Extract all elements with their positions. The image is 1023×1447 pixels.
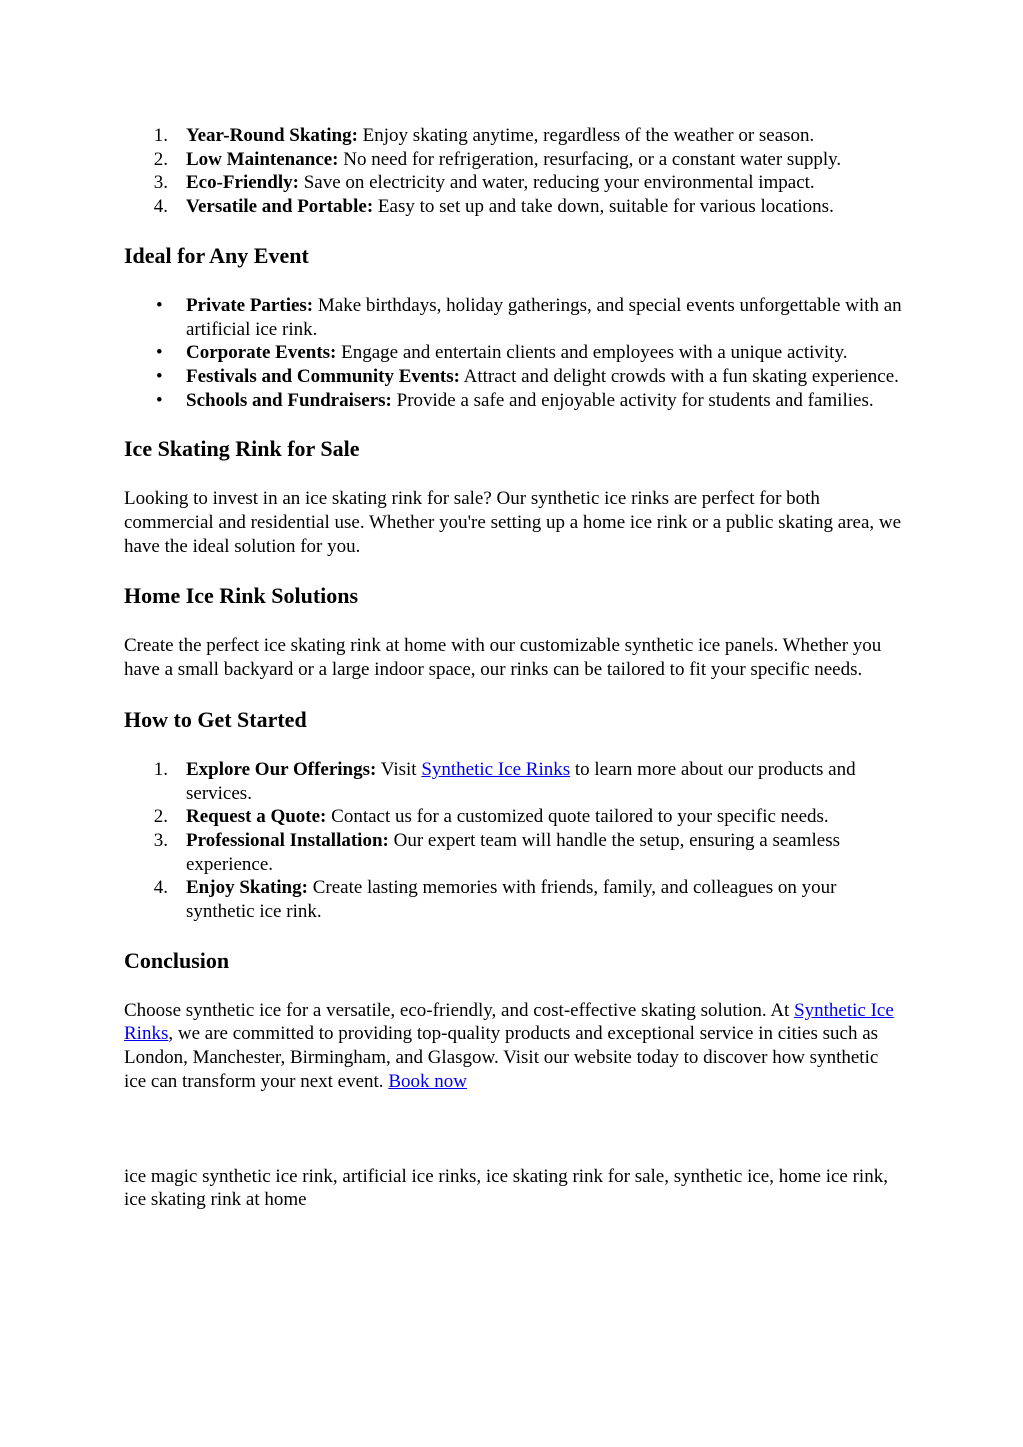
bullet-icon: • — [156, 389, 163, 411]
list-item — [124, 876, 904, 923]
item-title: Explore Our Offerings: — [186, 758, 377, 780]
list-item — [124, 124, 904, 148]
item-title: Schools and Fundraisers: — [186, 389, 392, 411]
synthetic-ice-rinks-link[interactable]: Synthetic Ice Rinks — [421, 758, 571, 780]
item-title: Professional Installation: — [186, 829, 389, 851]
item-title: Festivals and Community Events: — [186, 365, 460, 387]
item-title: Enjoy Skating: — [186, 877, 308, 899]
section-heading-started: How to Get Started — [124, 706, 307, 732]
list-number: 2. — [153, 148, 168, 170]
bullet-icon: • — [156, 294, 163, 316]
list-number: 1. — [153, 125, 168, 146]
item-text: Contact us for a customized quote tailored to your specific needs. — [326, 806, 829, 828]
list-item — [124, 195, 904, 219]
item-text: Visit — [376, 758, 422, 780]
paragraph-home: Create the perfect ice skating rink at home with our customizable synthetic ice panels. Whether you have a small backyard or a large indoor space, our rinks can be tailored to fit your specific needs. — [124, 635, 882, 681]
item-title: Low Maintenance: — [186, 148, 339, 170]
item-title: Request a Quote: — [186, 806, 327, 828]
item-text: Our expert team will handle the setup, ensuring a seamless experience. — [186, 829, 840, 875]
item-title: Versatile and Portable: — [186, 196, 374, 218]
list-item — [124, 389, 904, 413]
conclusion-text: Choose synthetic ice for a versatile, eco-friendly, and cost-effective skating solution. At — [124, 999, 795, 1021]
section-heading-events: Ideal for Any Event — [124, 242, 309, 268]
list-item — [124, 365, 904, 389]
item-title: Year-Round Skating: — [186, 125, 358, 146]
list-item — [124, 171, 904, 195]
item-text: No need for refrigeration, resurfacing, or a constant water supply. — [338, 148, 842, 170]
section-heading-conclusion: Conclusion — [124, 947, 230, 973]
item-title: Corporate Events: — [186, 342, 337, 364]
list-item — [124, 341, 904, 365]
list-number: 1. — [153, 758, 168, 780]
list-item — [124, 829, 904, 876]
benefits-list — [124, 124, 904, 219]
section-heading-home: Home Ice Rink Solutions — [124, 583, 359, 609]
list-number: 3. — [153, 172, 168, 194]
item-text: Attract and delight crowds with a fun skating experience. — [459, 365, 899, 387]
synthetic-ice-rinks-link[interactable]: Synthetic Ice Rinks — [124, 999, 894, 1045]
paragraph-conclusion — [124, 999, 904, 1094]
paragraph-sale: Looking to invest in an ice skating rink for sale? Our synthetic ice rinks are perfect for both commercial and residential use. Whether you're setting up a home ice rink or a public skating area, we have the ideal solution for you. — [124, 488, 902, 557]
item-text: Make birthdays, holiday gatherings, and special events unforgettable with an artificial ice rink. — [186, 294, 902, 340]
list-number: 4. — [153, 196, 168, 218]
list-number: 4. — [153, 877, 168, 899]
list-item — [124, 148, 904, 172]
list-number: 2. — [153, 806, 168, 828]
item-text: to learn more about our products and services. — [186, 758, 856, 804]
events-list — [124, 294, 904, 413]
bullet-icon: • — [156, 342, 163, 364]
item-text: Enjoy skating anytime, regardless of the weather or season. — [357, 125, 815, 146]
book-now-link[interactable]: Book now — [388, 1070, 467, 1092]
item-text: Engage and entertain clients and employees with a unique activity. — [336, 342, 848, 364]
item-text: Provide a safe and enjoyable activity for students and families. — [391, 389, 874, 411]
steps-list — [124, 758, 904, 924]
section-heading-sale: Ice Skating Rink for Sale — [124, 436, 360, 462]
document-page — [124, 124, 904, 1212]
item-text: Easy to set up and take down, suitable for various locations. — [373, 196, 834, 218]
item-title: Private Parties: — [186, 294, 314, 316]
item-text: Save on electricity and water, reducing your environmental impact. — [298, 172, 815, 194]
item-text: Create lasting memories with friends, family, and colleagues on your synthetic ice rink. — [186, 877, 837, 923]
list-item — [124, 805, 904, 829]
list-item — [124, 758, 904, 805]
conclusion-text: , we are committed to providing top-quality products and exceptional service in cities such as London, Manchester, Birmingham, and Glasgow. Visit our website today to discover how synthetic ice can transform your next event. — [124, 1023, 879, 1092]
keywords-paragraph: ice magic synthetic ice rink, artificial ice rinks, ice skating rink for sale, synthetic ice, home ice rink, ice skating rink at home — [124, 1165, 888, 1211]
list-number: 3. — [153, 829, 168, 851]
bullet-icon: • — [156, 365, 163, 387]
item-title: Eco-Friendly: — [186, 172, 299, 194]
list-item — [124, 294, 904, 341]
